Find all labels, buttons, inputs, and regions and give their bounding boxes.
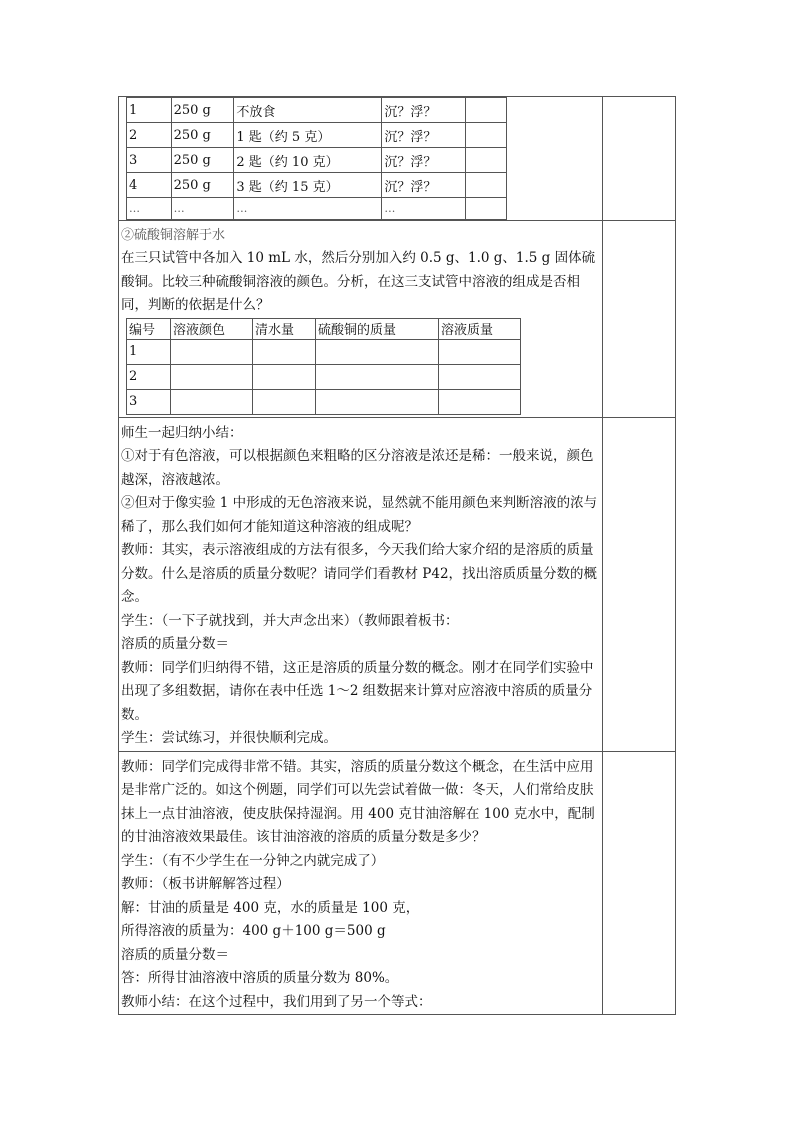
table-row — [127, 339, 521, 364]
column-header: 溶液质量 — [439, 318, 521, 339]
paragraph: 解：甘油的质量是 400 克，水的质量是 100 克， — [121, 899, 420, 916]
table-cell — [316, 389, 439, 414]
side-cell — [603, 417, 676, 751]
lesson-plan-table — [118, 96, 676, 1015]
main-cell — [119, 417, 603, 751]
table-row — [127, 123, 507, 148]
table-cell: 250 g — [171, 98, 234, 123]
copper-sulfate-table — [126, 318, 521, 415]
paragraph: 教师：（板书讲解解答过程） — [121, 876, 290, 892]
table-cell: 沉？浮？ — [382, 123, 466, 148]
paragraph: 学生：（一下子就找到，并大声念出来）（教师跟着板书： — [121, 612, 459, 629]
table-cell: 250 g — [171, 123, 234, 148]
table-cell — [171, 364, 253, 389]
table-row — [127, 318, 521, 339]
table-cell: 250 g — [171, 148, 234, 173]
paragraph: 教师小结：在这个过程中，我们用到了另一个等式： — [121, 993, 432, 1010]
table-row — [127, 98, 507, 123]
table-row — [127, 364, 521, 389]
section-caption: ②硫酸铜溶解于水 — [121, 228, 226, 243]
table-cell — [439, 364, 521, 389]
table-cell — [466, 148, 507, 173]
table-row — [127, 173, 507, 198]
table-cell: … — [234, 198, 382, 220]
paragraph: 学生：尝试练习，并很快顺利完成。 — [121, 730, 337, 746]
table-cell: 4 — [127, 173, 172, 198]
table-cell — [253, 364, 316, 389]
table-cell: … — [382, 198, 466, 220]
table-cell: 3 — [127, 389, 171, 414]
table-row — [127, 389, 521, 414]
outer-row-summary — [119, 417, 676, 751]
table-cell: 3 — [127, 148, 172, 173]
table-cell — [316, 339, 439, 364]
table-cell: 不放食 — [234, 98, 382, 123]
outer-row-example — [119, 751, 676, 1015]
paragraph: 教师：同学们归纳得不错，这正是溶质的质量分数的概念。刚才在同学们实验中出现了多组数据，请你在表中任选 1～2 组数据来计算对应溶液中溶质的质量分数。 — [121, 659, 594, 723]
table-cell: 1 匙（约 5 克） — [234, 123, 382, 148]
table-cell: 1 — [127, 98, 172, 123]
column-header: 清水量 — [253, 318, 316, 339]
paragraph: ①对于有色溶液，可以根据颜色来粗略的区分溶液是浓还是稀：一般来说，颜色越深，溶液越浓。 — [121, 448, 594, 488]
outer-row-experiment-1 — [119, 97, 676, 221]
table-cell: 2 — [127, 364, 171, 389]
table-cell — [466, 98, 507, 123]
paragraph: 溶质的质量分数＝ — [121, 946, 229, 963]
table-cell — [466, 123, 507, 148]
table-cell — [171, 339, 253, 364]
table-cell: 沉？浮？ — [382, 98, 466, 123]
main-cell — [119, 221, 603, 418]
table-row — [127, 198, 507, 220]
paragraph: 答：所得甘油溶液中溶质的质量分数为 80%。 — [121, 970, 399, 986]
paragraph: ②但对于像实验 1 中形成的无色溶液来说，显然就不能用颜色来判断溶液的浓与稀了，那么我们如何才能知道这种溶液的组成呢？ — [121, 495, 598, 535]
column-header: 硫酸铜的质量 — [316, 318, 439, 339]
paragraph: 教师：其实，表示溶液组成的方法有很多，今天我们给大家介绍的是溶质的质量分数。什么是溶质的质量分数呢？请同学们看教材 P42，找出溶质质量分数的概念。 — [121, 542, 598, 605]
table-cell: 沉？浮？ — [382, 148, 466, 173]
side-cell — [603, 221, 676, 418]
table-cell: … — [127, 198, 172, 220]
table-cell — [466, 198, 507, 220]
table-cell: … — [171, 198, 234, 220]
table-cell — [253, 339, 316, 364]
side-cell — [603, 97, 676, 221]
table-cell: 2 匙（约 10 克） — [234, 148, 382, 173]
table-cell — [439, 339, 521, 364]
table-cell: 1 — [127, 339, 171, 364]
paragraph: 溶质的质量分数＝ — [121, 636, 229, 652]
column-header: 溶液颜色 — [171, 318, 253, 339]
paragraph: 在三只试管中各加入 10 mL 水，然后分别加入约 0.5 g、1.0 g、1.5 g 固体硫酸铜。比较三种硫酸铜溶液的颜色。分析，在这三支试管中溶液的组成是否相同，判断的依据是什么？ — [121, 250, 596, 313]
paragraph: 所得溶液的质量为：400 g＋100 g＝500 g — [121, 923, 386, 939]
table-cell: 3 匙（约 15 克） — [234, 173, 382, 198]
main-cell — [119, 97, 603, 221]
salt-egg-table — [126, 97, 507, 220]
side-cell — [603, 751, 676, 1015]
column-header: 编号 — [127, 318, 171, 339]
table-cell — [466, 173, 507, 198]
table-cell — [439, 389, 521, 414]
table-cell: 250 g — [171, 173, 234, 198]
table-cell: 2 — [127, 123, 172, 148]
table-cell — [316, 364, 439, 389]
table-cell — [253, 389, 316, 414]
table-cell — [171, 389, 253, 414]
outer-row-copper-sulfate — [119, 221, 676, 418]
table-cell: 沉？浮？ — [382, 173, 466, 198]
main-cell — [119, 751, 603, 1015]
table-row — [127, 148, 507, 173]
paragraph: 学生：（有不少学生在一分钟之内就完成了） — [121, 852, 385, 869]
paragraph: 师生一起归纳小结： — [121, 424, 243, 441]
paragraph: 教师：同学们完成得非常不错。其实，溶质的质量分数这个概念，在生活中应用是非常广泛的。如这个例题，同学们可以先尝试着做一做：冬天，人们常给皮肤抹上一点甘油溶液，使皮肤保持湿润。用 400 克甘油溶解在 100 克水中，配制的甘油溶液效果最佳。该甘油溶液的溶质的质量分数是多少？ — [121, 758, 595, 845]
